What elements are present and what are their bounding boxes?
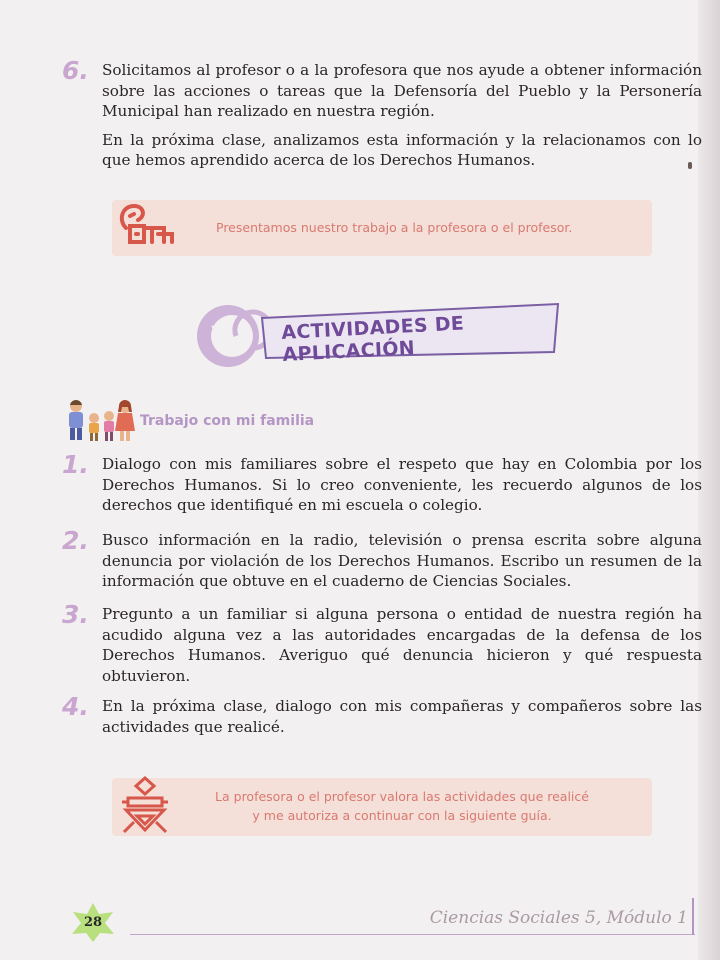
activity-3 — [62, 600, 702, 686]
item-text: En la próxima clase, dialogo con mis compañeras y compañeros sobre las actividades que realicé. — [102, 697, 702, 736]
activity-4 — [62, 692, 702, 737]
book-title: Ciencias Sociales 5, Módulo 1 — [429, 908, 688, 928]
item-number: 6. — [62, 56, 89, 85]
item-number: 3. — [62, 600, 89, 629]
section-title-text: ACTIVIDADES DE APLICACIÓN — [280, 312, 465, 366]
banner-text-line1: La profesora o el profesor valora las actividades que realicé — [215, 789, 589, 804]
footer-hook — [692, 898, 694, 935]
item-number: 4. — [62, 692, 89, 721]
evaluation-banner — [112, 778, 652, 836]
banner-text: Presentamos nuestro trabajo a la profesora o el profesor. — [216, 220, 573, 235]
family-icon — [64, 398, 136, 444]
banner-text-line2: y me autoriza a continuar con la siguiente guía. — [252, 808, 552, 823]
ink-speck — [688, 162, 692, 169]
item-number: 1. — [62, 450, 89, 479]
presentation-banner — [112, 200, 652, 256]
item-text: Busco información en la radio, televisión o prensa escrita sobre alguna denuncia por violación de los Derechos Humanos. Escribo un resumen de la información que obtuve en el cuaderno de Ciencias Sociales. — [102, 531, 702, 590]
family-work-label: Trabajo con mi familia — [140, 413, 315, 429]
item-text: Pregunto a un familiar si alguna persona o entidad de nuestra región ha acudido alguna vez a las autoridades encargadas de la defensa de los Derechos Humanos. Averiguo qué denuncia hicieron y qué respuesta obtuvieron. — [102, 605, 702, 685]
activity-2 — [62, 526, 702, 592]
family-work-heading — [64, 398, 364, 444]
section-title — [196, 296, 566, 376]
pre-columbian-bird-icon — [116, 198, 180, 250]
item-text — [102, 60, 702, 171]
pre-columbian-figure-icon — [118, 774, 172, 840]
paragraph: Solicitamos al profesor o a la profesora que nos ayude a obtener información sobre las acciones o tareas que la Defensoría del Pueblo y la Personería Municipal han realizado en nuestra región. — [102, 61, 702, 120]
page-number: 28 — [83, 915, 103, 930]
activity-1 — [62, 450, 702, 516]
footer-divider — [130, 934, 695, 935]
item-6 — [62, 56, 702, 179]
item-text: Dialogo con mis familiares sobre el respeto que hay en Colombia por los Derechos Humanos. Si lo creo conveniente, les recuerdo algunos de los derechos que identifiqué en mi escuela o colegio. — [102, 455, 702, 514]
item-number: 2. — [62, 526, 89, 555]
page-number-badge — [70, 902, 116, 942]
paragraph: En la próxima clase, analizamos esta información y la relacionamos con lo que hemos aprendido acerca de los Derechos Humanos. — [102, 130, 702, 169]
